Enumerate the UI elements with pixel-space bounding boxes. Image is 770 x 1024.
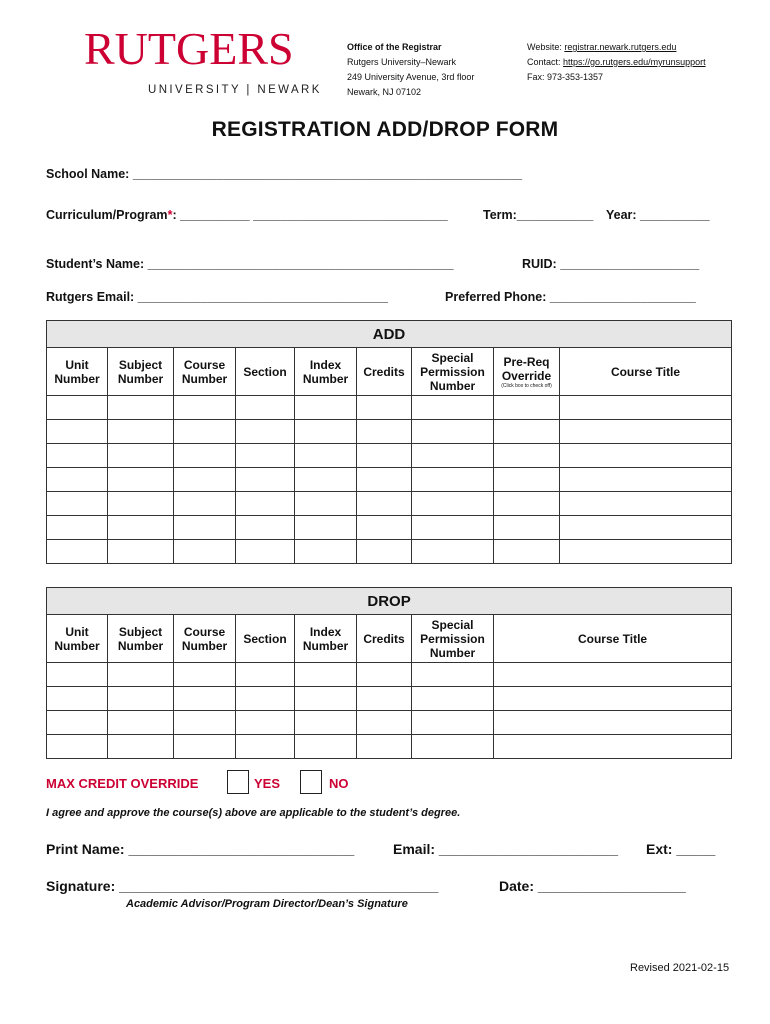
add-table-cell[interactable] [560,444,732,468]
add-table-cell[interactable] [412,492,494,516]
add-table-cell[interactable] [494,516,560,540]
drop-table-cell[interactable] [357,663,412,687]
agreement-text: I agree and approve the course(s) above are applicable to the student’s degree. [46,807,461,819]
office-university: Rutgers University–Newark [347,57,457,67]
rutgers-logo [84,23,322,102]
max-credit-yes-label: YES [254,776,281,791]
add-table-cell[interactable] [494,492,560,516]
add-table-cell[interactable] [174,396,236,420]
add-table-cell[interactable] [357,492,412,516]
signature-caption: Academic Advisor/Program Director/Dean’s Signature [126,898,408,910]
drop-table-row [47,711,732,735]
drop-table-cell[interactable] [174,735,236,759]
drop-table-cell[interactable] [174,711,236,735]
date-field[interactable]: Date: ___________________ [499,878,686,894]
curriculum-label: Curriculum/Program [46,208,168,222]
add-table-cell[interactable] [108,420,174,444]
add-col-prereq [494,348,560,396]
fax-line: Fax: 973-353-1357 [527,72,604,82]
drop-table-row [47,687,732,711]
add-table-cell[interactable] [236,420,295,444]
add-table-cell[interactable] [295,540,357,564]
website-link[interactable]: registrar.newark.rutgers.edu [564,42,677,52]
ruid-field[interactable]: RUID: ____________________ [522,257,700,271]
add-table-cell[interactable] [412,444,494,468]
drop-table-cell[interactable] [174,687,236,711]
drop-table-cell[interactable] [47,687,108,711]
year-field[interactable]: Year: __________ [606,208,710,222]
drop-col-course: Course Number [174,615,236,663]
add-table-cell[interactable] [236,468,295,492]
drop-table-cell[interactable] [47,663,108,687]
add-col-section: Section [236,348,295,396]
add-table-cell[interactable] [494,540,560,564]
contact-link[interactable]: https://go.rutgers.edu/myrunsupport [563,57,706,67]
add-table-cell[interactable] [560,468,732,492]
add-table-cell[interactable] [108,468,174,492]
drop-col-permission: Special Permission Number [412,615,494,663]
add-table-row [47,540,732,564]
logo-subtitle: UNIVERSITY | NEWARK [148,84,322,96]
print-name-field[interactable]: Print Name: _____________________________ [46,841,355,857]
drop-table-cell[interactable] [357,711,412,735]
add-table-cell[interactable] [412,468,494,492]
add-table-cell[interactable] [236,444,295,468]
drop-table-cell[interactable] [236,663,295,687]
drop-table-cell[interactable] [295,663,357,687]
drop-table-cell[interactable] [47,735,108,759]
drop-table-cell[interactable] [108,735,174,759]
add-table-cell[interactable] [295,516,357,540]
add-col-prereq-label: Pre-Req Override [501,354,552,383]
drop-table-cell[interactable] [494,687,732,711]
add-table-cell[interactable] [412,396,494,420]
add-table-cell[interactable] [295,396,357,420]
add-table-row [47,516,732,540]
add-table-cell[interactable] [174,540,236,564]
add-table-cell[interactable] [357,420,412,444]
office-street: 249 University Avenue, 3rd floor [347,72,475,82]
max-credit-label: MAX CREDIT OVERRIDE [46,776,199,791]
ext-field[interactable]: Ext: _____ [646,841,716,857]
required-star: * [167,208,173,222]
add-table-cell[interactable] [412,420,494,444]
add-table-row [47,420,732,444]
student-name-field[interactable]: Student’s Name: ____________________________________________ [46,257,454,271]
add-col-subject: Subject Number [108,348,174,396]
drop-table-row [47,663,732,687]
add-table-cell[interactable] [236,540,295,564]
add-table-cell[interactable] [494,444,560,468]
add-table-cell[interactable] [295,420,357,444]
drop-table [46,587,732,759]
add-col-permission: Special Permission Number [412,348,494,396]
drop-col-subject: Subject Number [108,615,174,663]
drop-col-index: Index Number [295,615,357,663]
add-table-cell[interactable] [357,444,412,468]
add-table-cell[interactable] [295,468,357,492]
drop-table-cell[interactable] [494,663,732,687]
drop-table-cell[interactable] [412,687,494,711]
drop-table-cell[interactable] [236,687,295,711]
add-table-cell[interactable] [174,420,236,444]
add-table-cell[interactable] [494,420,560,444]
add-table-cell[interactable] [108,492,174,516]
add-table-cell[interactable] [357,540,412,564]
drop-table-cell[interactable] [47,711,108,735]
curriculum-blank: : __________ ____________________________ [172,208,448,222]
add-table-cell[interactable] [47,396,108,420]
drop-table-cell[interactable] [236,735,295,759]
drop-table-cell[interactable] [295,711,357,735]
add-table-cell[interactable] [412,540,494,564]
add-table-cell[interactable] [47,444,108,468]
add-table-cell[interactable] [560,516,732,540]
website-label: Website: [527,42,565,52]
add-table-cell[interactable] [47,468,108,492]
add-table [46,320,732,564]
drop-table-cell[interactable] [108,687,174,711]
drop-table-cell[interactable] [494,735,732,759]
add-table-cell[interactable] [357,468,412,492]
drop-table-cell[interactable] [494,711,732,735]
add-table-cell[interactable] [236,516,295,540]
drop-table-cell[interactable] [108,711,174,735]
drop-table-cell[interactable] [412,663,494,687]
add-table-cell[interactable] [108,540,174,564]
add-table-cell[interactable] [560,420,732,444]
drop-table-cell[interactable] [357,687,412,711]
add-table-row [47,396,732,420]
add-table-row [47,444,732,468]
add-table-cell[interactable] [47,540,108,564]
add-table-title: ADD [47,321,732,348]
add-table-cell[interactable] [494,468,560,492]
curriculum-field[interactable] [46,208,448,222]
drop-col-title: Course Title [494,615,732,663]
add-table-cell[interactable] [560,540,732,564]
drop-table-row [47,735,732,759]
add-col-course: Course Number [174,348,236,396]
add-col-unit: Unit Number [47,348,108,396]
add-table-cell[interactable] [560,396,732,420]
add-table-cell[interactable] [174,516,236,540]
add-col-index: Index Number [295,348,357,396]
office-name: Office of the Registrar [347,42,442,52]
term-field[interactable]: Term:___________ [483,208,594,222]
add-table-cell[interactable] [174,492,236,516]
office-city: Newark, NJ 07102 [347,87,422,97]
drop-table-cell[interactable] [412,735,494,759]
add-table-cell[interactable] [494,396,560,420]
drop-col-unit: Unit Number [47,615,108,663]
add-table-cell[interactable] [108,396,174,420]
max-credit-yes-checkbox[interactable] [227,770,249,794]
max-credit-no-label: NO [329,776,349,791]
drop-table-cell[interactable] [412,711,494,735]
add-table-row [47,492,732,516]
add-table-cell[interactable] [412,516,494,540]
drop-table-cell[interactable] [174,663,236,687]
add-table-cell[interactable] [174,444,236,468]
drop-table-cell[interactable] [357,735,412,759]
add-table-cell[interactable] [47,420,108,444]
office-address [347,40,474,100]
add-table-cell[interactable] [47,516,108,540]
office-contact [527,40,706,85]
prereq-note: (Click box to check off) [501,382,552,389]
max-credit-no-checkbox[interactable] [300,770,322,794]
logo-wordmark: RUTGERS [84,23,294,74]
add-table-cell[interactable] [47,492,108,516]
drop-table-cell[interactable] [108,663,174,687]
drop-table-cell[interactable] [295,687,357,711]
contact-label: Contact: [527,57,564,67]
add-table-cell[interactable] [357,516,412,540]
rutgers-email-field[interactable]: Rutgers Email: ____________________________________ [46,290,388,304]
add-table-body [47,396,732,564]
add-table-cell[interactable] [236,492,295,516]
add-table-cell[interactable] [357,396,412,420]
contact-line [527,55,706,70]
add-table-cell[interactable] [560,492,732,516]
drop-table-title: DROP [47,588,732,615]
add-table-cell[interactable] [295,492,357,516]
add-table-row [47,468,732,492]
drop-table-body [47,663,732,759]
signature-field[interactable]: Signature: _________________________________________ [46,878,439,894]
drop-table-cell[interactable] [236,711,295,735]
drop-col-section: Section [236,615,295,663]
add-table-cell[interactable] [108,516,174,540]
add-table-cell[interactable] [295,444,357,468]
print-email-field[interactable]: Email: _______________________ [393,841,618,857]
drop-col-credits: Credits [357,615,412,663]
add-table-cell[interactable] [236,396,295,420]
website-line [527,40,706,55]
add-table-cell[interactable] [108,444,174,468]
revised-date: Revised 2021-02-15 [630,962,730,974]
add-table-cell[interactable] [174,468,236,492]
add-col-title: Course Title [560,348,732,396]
add-col-credits: Credits [357,348,412,396]
school-name-field[interactable]: School Name: ________________________________________________________ [46,167,523,181]
form-title: REGISTRATION ADD/DROP FORM [211,118,559,141]
drop-table-cell[interactable] [295,735,357,759]
preferred-phone-field[interactable]: Preferred Phone: _____________________ [445,290,696,304]
